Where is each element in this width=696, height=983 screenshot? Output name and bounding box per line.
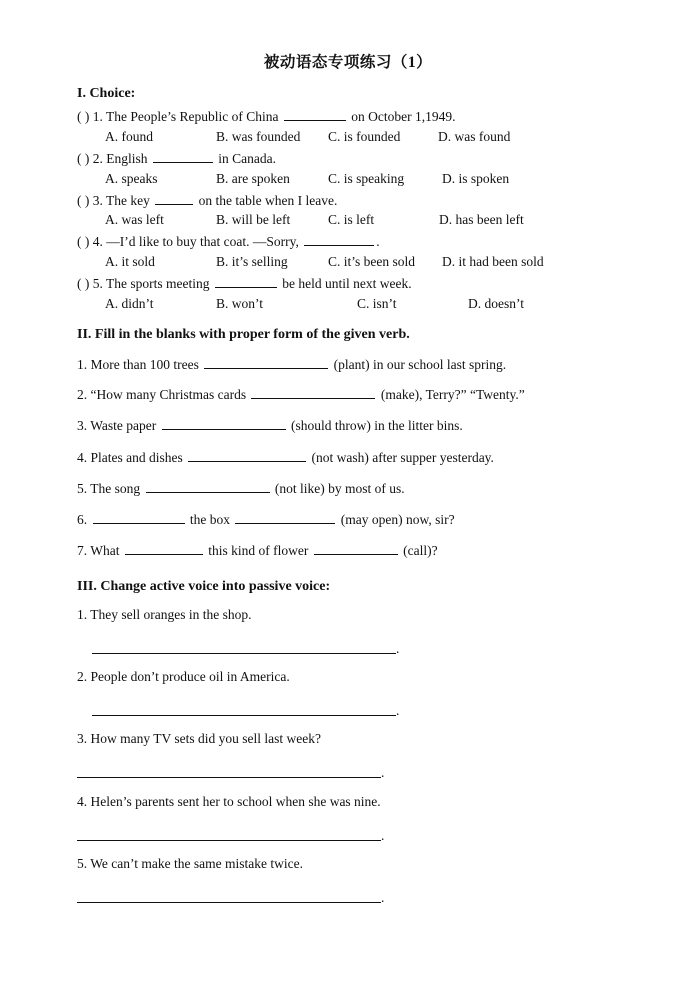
option-d: D. doesn’t [468, 296, 524, 311]
answer-line[interactable] [92, 715, 396, 716]
option-d: D. it had been sold [442, 254, 544, 269]
fill-item-1 [77, 356, 506, 373]
question-text: in Canada. [214, 151, 276, 166]
question-text: on October 1,1949. [347, 109, 456, 124]
question-text: 3. The key [92, 193, 154, 208]
question-text: 4. —I’d like to buy that coat. —Sorry, [92, 234, 303, 249]
option-a: A. didn’t [105, 296, 154, 311]
fill-item-7 [77, 542, 438, 559]
option-d: D. is spoken [442, 171, 510, 186]
blank[interactable] [314, 542, 398, 555]
period: . [396, 641, 400, 656]
item-text: 6. [77, 512, 91, 527]
answer-paren[interactable]: ( ) [77, 193, 90, 208]
option-a: A. speaks [105, 171, 158, 186]
question-text: 5. The sports meeting [92, 276, 213, 291]
option-d: D. was found [438, 129, 511, 144]
item-text: 7. What [77, 543, 123, 558]
question-5 [77, 275, 412, 292]
period: . [381, 890, 385, 905]
blank[interactable] [188, 449, 306, 462]
option-b: B. won’t [216, 296, 264, 311]
rewrite-item-3: 3. How many TV sets did you sell last week? [77, 731, 321, 746]
option-b: B. it’s selling [216, 254, 288, 269]
option-c: C. isn’t [357, 296, 397, 311]
blank[interactable] [125, 542, 203, 555]
blank[interactable] [153, 150, 213, 163]
fill-item-4 [77, 449, 494, 466]
option-a: A. found [105, 129, 153, 144]
answer-line[interactable] [77, 902, 381, 903]
answer-line[interactable] [77, 777, 381, 778]
fill-item-5 [77, 480, 405, 497]
option-d: D. has been left [439, 212, 524, 227]
section-2-heading: II. Fill in the blanks with proper form of the given verb. [77, 327, 410, 342]
fill-item-3 [77, 417, 463, 434]
fill-item-2 [77, 386, 525, 403]
item-text: 3. Waste paper [77, 418, 160, 433]
blank[interactable] [304, 233, 374, 246]
option-b: B. are spoken [216, 171, 290, 186]
question-3 [77, 192, 337, 209]
item-text: (may open) now, sir? [337, 512, 455, 527]
question-text: on the table when I leave. [195, 193, 338, 208]
blank[interactable] [204, 356, 328, 369]
item-text: this kind of flower [204, 543, 312, 558]
blank[interactable] [235, 511, 335, 524]
item-text: (make), Terry?” “Twenty.” [377, 387, 525, 402]
period: . [396, 703, 400, 718]
item-text: (not like) by most of us. [271, 481, 405, 496]
item-text: (not wash) after supper yesterday. [308, 450, 494, 465]
question-4 [77, 233, 380, 250]
option-b: B. will be left [216, 212, 291, 227]
blank[interactable] [146, 480, 270, 493]
fill-item-6 [77, 511, 455, 528]
option-c: C. is speaking [328, 171, 405, 186]
option-c: C. it’s been sold [328, 254, 415, 269]
period: . [381, 828, 385, 843]
rewrite-item-5: 5. We can’t make the same mistake twice. [77, 856, 303, 871]
item-text: the box [186, 512, 234, 527]
answer-paren[interactable]: ( ) [77, 151, 90, 166]
rewrite-item-1: 1. They sell oranges in the shop. [77, 607, 252, 622]
item-text: 4. Plates and dishes [77, 450, 187, 465]
rewrite-item-4: 4. Helen’s parents sent her to school when she was nine. [77, 794, 381, 809]
answer-paren[interactable]: ( ) [77, 234, 90, 249]
question-2 [77, 150, 276, 167]
question-text: be held until next week. [278, 276, 412, 291]
answer-line[interactable] [92, 653, 396, 654]
blank[interactable] [251, 386, 375, 399]
item-text: 5. The song [77, 481, 144, 496]
item-text: (plant) in our school last spring. [330, 357, 507, 372]
rewrite-item-2: 2. People don’t produce oil in America. [77, 669, 290, 684]
item-text: (call)? [399, 543, 438, 558]
blank[interactable] [155, 192, 193, 205]
section-3-heading: III. Change active voice into passive voice: [77, 579, 331, 594]
period: . [381, 765, 385, 780]
answer-paren[interactable]: ( ) [77, 276, 90, 291]
answer-paren[interactable]: ( ) [77, 109, 90, 124]
answer-line[interactable] [77, 840, 381, 841]
option-c: C. is left [328, 212, 375, 227]
page-title: 被动语态专项练习（1） [263, 54, 433, 71]
option-b: B. was founded [216, 129, 301, 144]
question-text: 1. The People’s Republic of China [92, 109, 282, 124]
blank[interactable] [93, 511, 185, 524]
item-text: (should throw) in the litter bins. [287, 418, 463, 433]
blank[interactable] [284, 108, 346, 121]
item-text: 2. “How many Christmas cards [77, 387, 250, 402]
section-1-heading: I. Choice: [77, 86, 136, 101]
option-a: A. it sold [105, 254, 155, 269]
option-c: C. is founded [328, 129, 401, 144]
item-text: 1. More than 100 trees [77, 357, 203, 372]
blank[interactable] [162, 417, 286, 430]
option-a: A. was left [105, 212, 164, 227]
blank[interactable] [215, 275, 277, 288]
question-text: 2. English [92, 151, 151, 166]
question-text: . [376, 234, 380, 249]
question-1 [77, 108, 455, 125]
